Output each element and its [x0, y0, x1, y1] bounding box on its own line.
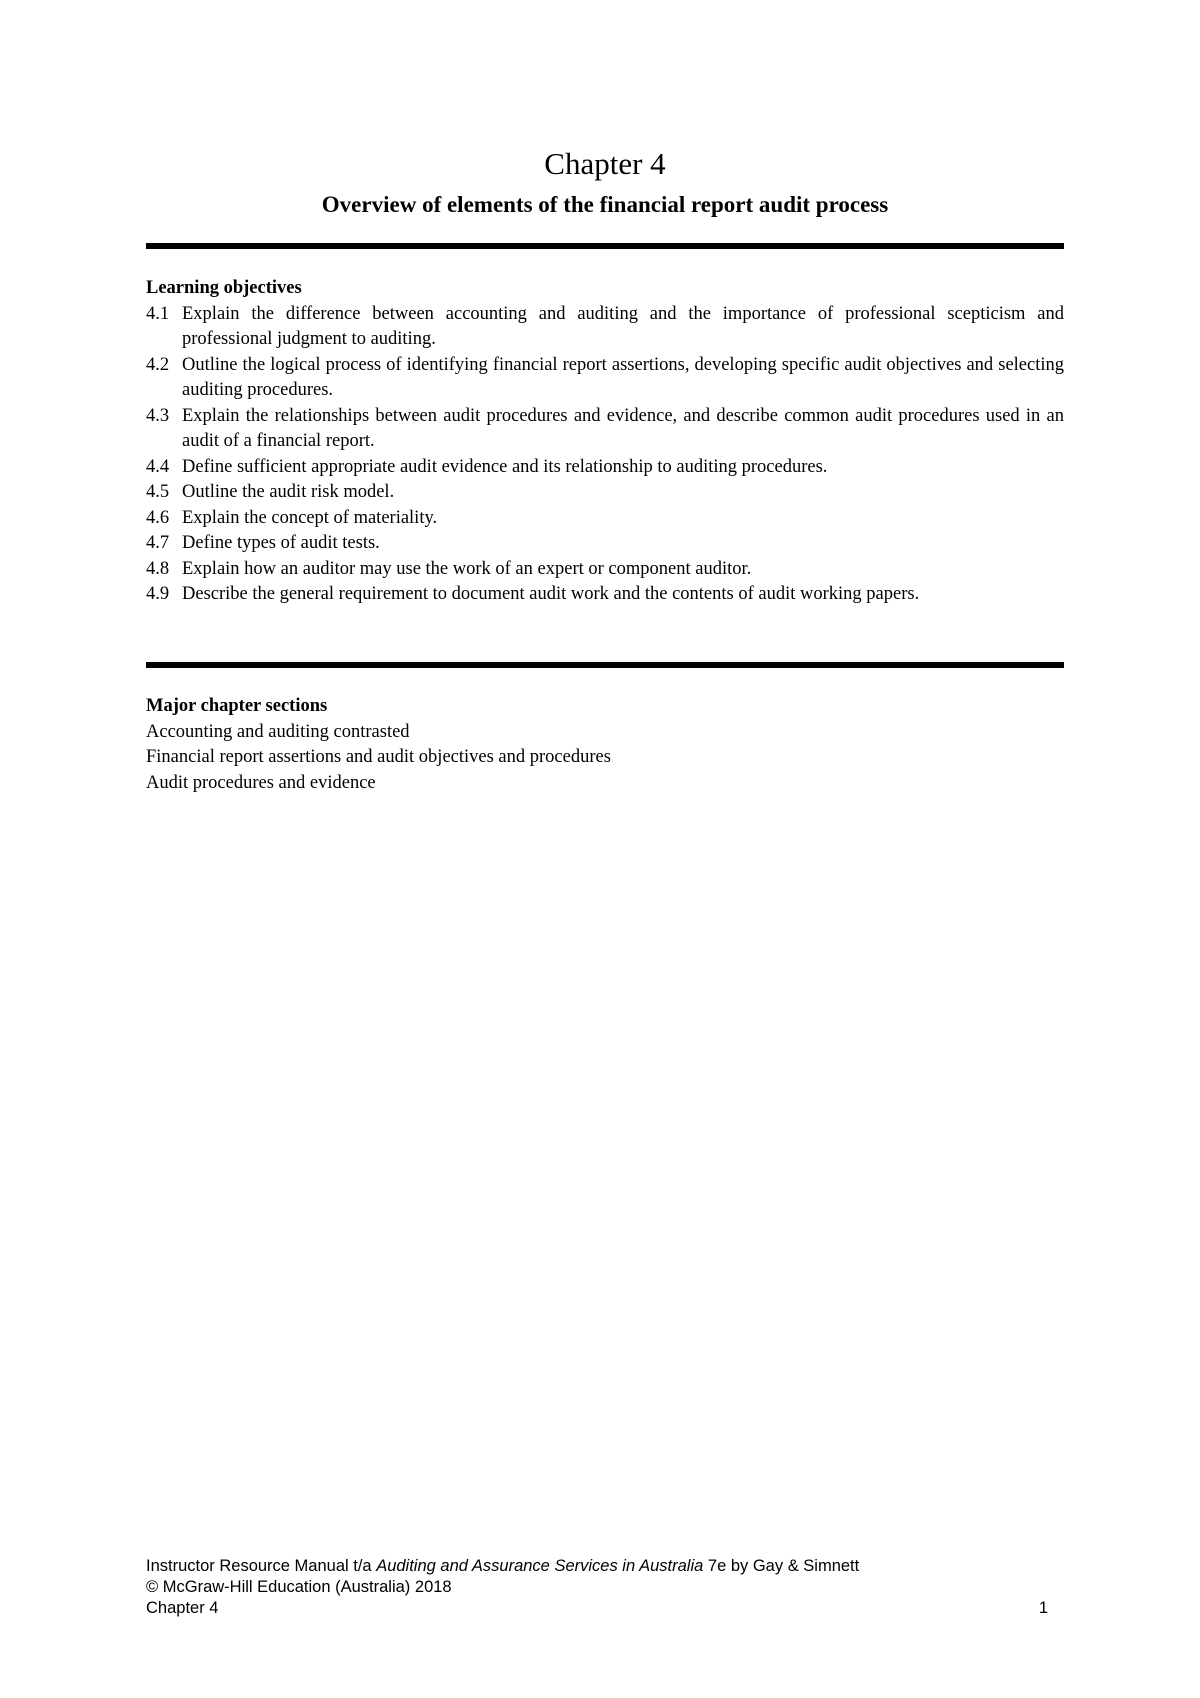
objective-item: [146, 302, 1064, 353]
objective-item: [146, 455, 1064, 481]
objective-number: 4.2: [146, 354, 170, 375]
objective-item: [146, 582, 1064, 608]
chapter-title: Chapter 4: [544, 146, 666, 181]
chapter-heading: [146, 144, 1064, 220]
footer-chapter-label: Chapter 4: [146, 1599, 219, 1617]
objective-text: Describe the general requirement to document audit work and the contents of audit working papers.: [182, 584, 920, 604]
major-sections-heading: Major chapter sections: [146, 696, 328, 716]
section-item: Accounting and auditing contrasted: [146, 721, 410, 742]
footer-chapter-line: [146, 1598, 1064, 1619]
objective-text: Explain the difference between accounting and auditing and the importance of professional scepticism and professional judgment to auditing.: [182, 303, 1064, 349]
objective-text: Outline the logical process of identifying financial report assertions, developing specific audit objectives and selecting auditing procedures.: [182, 354, 1064, 400]
major-sections-list: [146, 720, 1064, 797]
objective-number: 4.8: [146, 558, 170, 579]
chapter-subtitle: Overview of elements of the financial report audit process: [321, 192, 889, 217]
bottom-divider: [146, 662, 1064, 668]
objective-number: 4.6: [146, 507, 170, 528]
footer-source-suffix: 7e by Gay & Simnett: [703, 1557, 860, 1575]
page-footer: [146, 1556, 1064, 1619]
objective-number: 4.5: [146, 482, 170, 502]
footer-book-title: Auditing and Assurance Services in Australia: [376, 1557, 704, 1575]
learning-objectives-list: [146, 302, 1064, 608]
objective-text: Define types of audit tests.: [182, 533, 380, 553]
objective-text: Explain how an auditor may use the work of an expert or component auditor.: [182, 558, 752, 579]
objective-item: [146, 480, 1064, 506]
objective-text: Define sufficient appropriate audit evidence and its relationship to auditing procedures.: [182, 456, 828, 477]
footer-source-line: [146, 1556, 1064, 1577]
objective-item: [146, 557, 1064, 583]
objective-number: 4.1: [146, 303, 170, 324]
objective-text: Outline the audit risk model.: [182, 482, 395, 502]
section-item: Audit procedures and evidence: [146, 772, 376, 793]
major-chapter-sections: [146, 694, 1064, 796]
objective-number: 4.4: [146, 456, 170, 477]
footer-source-prefix: Instructor Resource Manual t/a: [146, 1557, 377, 1575]
objective-text: Explain the concept of materiality.: [182, 507, 438, 528]
objective-item: [146, 404, 1064, 455]
page-number: 1: [1038, 1599, 1048, 1617]
objective-item: [146, 353, 1064, 404]
top-divider: [146, 243, 1064, 249]
objective-text: Explain the relationships between audit procedures and evidence, and describe common audit procedures used in an audit of a financial report.: [182, 405, 1064, 451]
learning-objectives: [146, 276, 1064, 608]
objective-number: 4.7: [146, 533, 170, 553]
learning-objectives-heading: Learning objectives: [146, 278, 302, 298]
objective-item: [146, 531, 1064, 557]
objective-number: 4.3: [146, 405, 170, 426]
section-item: Financial report assertions and audit objectives and procedures: [146, 747, 611, 767]
objective-item: [146, 506, 1064, 532]
footer-copyright: © McGraw-Hill Education (Australia) 2018: [146, 1578, 452, 1596]
objective-number: 4.9: [146, 584, 170, 604]
